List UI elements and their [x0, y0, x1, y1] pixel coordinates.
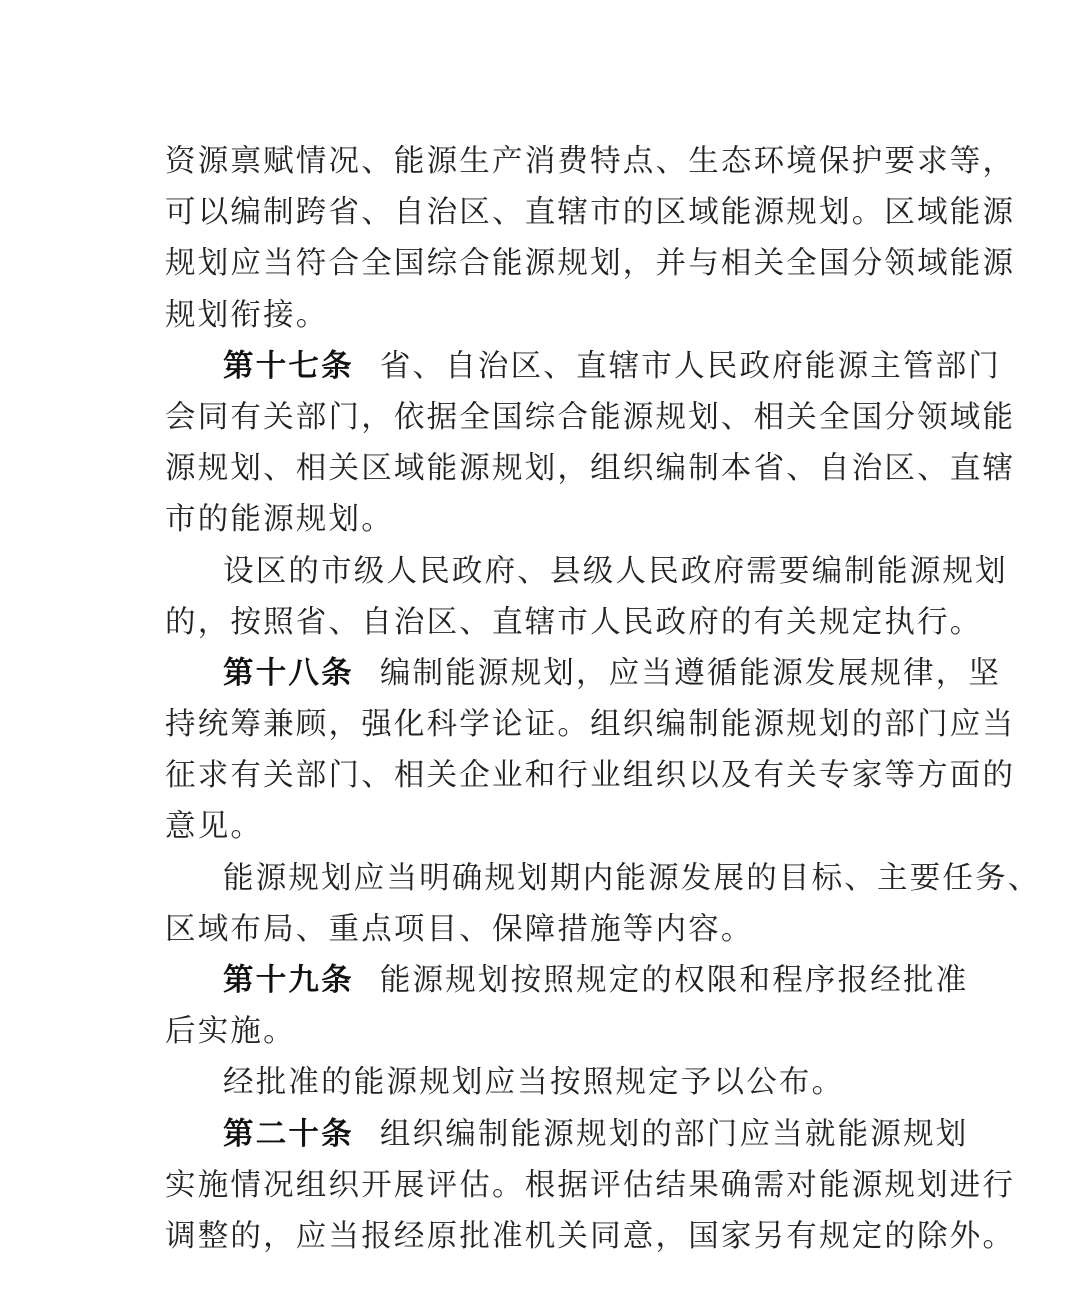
- text-line: 可以编制跨省、自治区、直辖市的区域能源规划。区域能源: [165, 195, 1016, 231]
- article-text: 省、自治区、直辖市人民政府能源主管部门: [379, 348, 1002, 384]
- article-number: 第十七条: [223, 347, 354, 384]
- text-line: 意见。: [165, 809, 264, 845]
- article-number: 第十九条: [223, 962, 354, 998]
- article-19-heading-line: [165, 955, 969, 1006]
- text-line: 征求有关部门、相关企业和行业组织以及有关专家等方面的: [165, 758, 1016, 794]
- article-number: 第十八条: [223, 654, 354, 691]
- article-text: 组织编制能源规划的部门应当就能源规划: [379, 1116, 969, 1152]
- text-line: 后实施。: [165, 1014, 296, 1050]
- paragraph-first-line: 设区的市级人民政府、县级人民政府需要编制能源规划: [223, 553, 1008, 589]
- text-line: 调整的，应当报经原批准机关同意，国家另有规定的除外。: [165, 1218, 1016, 1254]
- text-line: 规划衔接。: [165, 297, 329, 333]
- text-line: 持统筹兼顾，强化科学论证。组织编制能源规划的部门应当: [165, 707, 1016, 743]
- document-body: [165, 136, 1041, 1262]
- text-line: 实施情况组织开展评估。根据评估结果确需对能源规划进行: [165, 1167, 1016, 1203]
- paragraph-first-line: 经批准的能源规划应当按照规定予以公布。: [223, 1065, 845, 1101]
- text-line: 规划应当符合全国综合能源规划，并与相关全国分领域能源: [165, 246, 1016, 282]
- text-line: 市的能源规划。: [165, 502, 394, 538]
- article-text: 能源规划按照规定的权限和程序报经批准: [379, 963, 969, 998]
- article-text: 编制能源规划，应当遵循能源发展规律，坚: [379, 655, 1002, 691]
- text-line: 会同有关部门，依据全国综合能源规划、相关全国分领域能: [165, 399, 1016, 435]
- text-line: 源规划、相关区域能源规划，组织编制本省、自治区、直辖: [165, 451, 1016, 487]
- text-line: 资源禀赋情况、能源生产消费特点、生态环境保护要求等，: [165, 144, 1016, 179]
- article-number: 第二十条: [223, 1115, 354, 1152]
- article-20-heading-line: [165, 1109, 969, 1160]
- text-line: 区域布局、重点项目、保障措施等内容。: [165, 911, 754, 947]
- text-line: 的，按照省、自治区、直辖市人民政府的有关规定执行。: [165, 604, 983, 640]
- article-18-heading-line: [165, 648, 1002, 699]
- paragraph-first-line: 能源规划应当明确规划期内能源发展的目标、主要任务、: [223, 860, 1041, 896]
- article-17-heading-line: [165, 341, 1002, 392]
